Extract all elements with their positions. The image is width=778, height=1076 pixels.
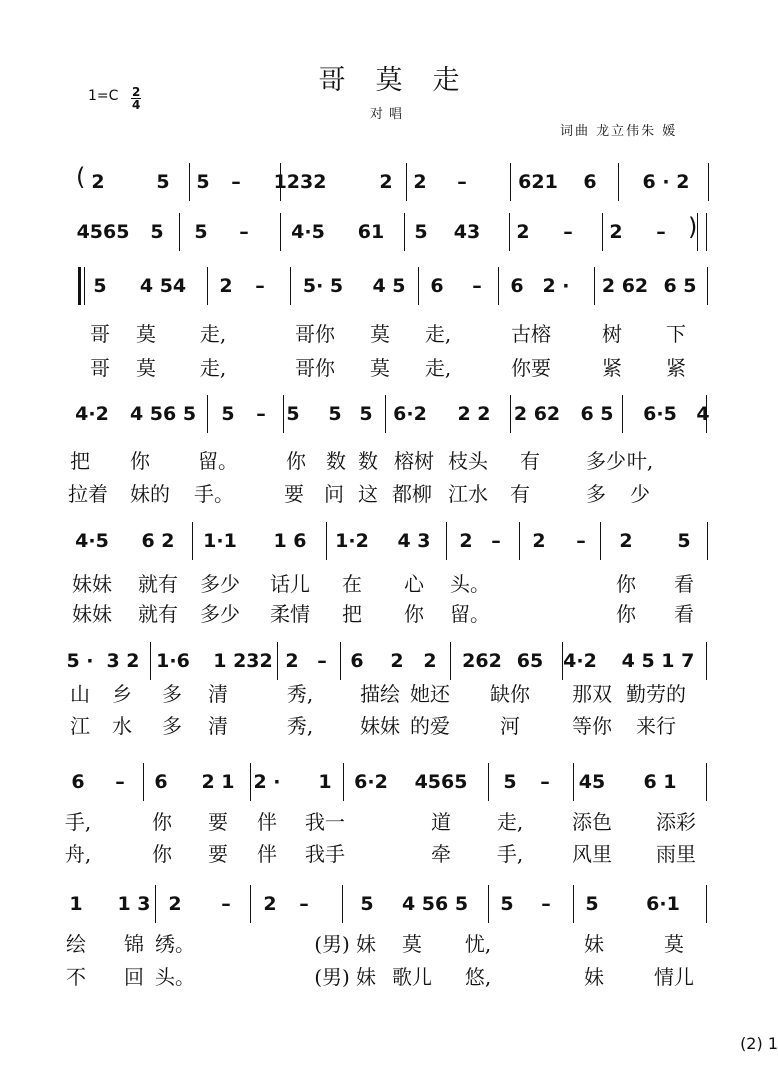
bar-line <box>404 213 405 251</box>
bar-line <box>573 885 574 923</box>
bar-line <box>207 267 208 305</box>
lyric-syllable: 我手 <box>305 842 345 866</box>
bar-line <box>250 763 251 801</box>
note-group: 2 · <box>253 771 281 793</box>
bar-line <box>594 267 595 305</box>
lyric-syllable: 添彩 <box>656 810 696 834</box>
note-group: 5 <box>150 221 164 243</box>
lyric-syllable: 缺你 <box>490 682 530 706</box>
bar-line <box>707 267 708 305</box>
note-group: 4565 <box>76 221 130 243</box>
score-row-2 <box>0 213 778 251</box>
bar-line <box>510 163 511 201</box>
lyric-syllable: 绣。 <box>155 932 195 956</box>
lyric-syllable: 莫 <box>136 356 156 380</box>
note-group: 6 <box>510 275 524 297</box>
lyric-syllable: 你 <box>130 449 150 473</box>
note-group: 4 56 5 <box>401 893 469 915</box>
lyric-syllable: 拉着 <box>68 482 108 506</box>
note-group: 2 1 <box>201 771 235 793</box>
lyric-syllable: 江 <box>70 714 90 738</box>
lyric-syllable: 树 <box>602 322 622 346</box>
note-group: 2 <box>379 171 393 193</box>
bar-line <box>290 267 291 305</box>
lyric-syllable: 清 <box>208 714 228 738</box>
lyric-syllable: (男) <box>314 965 350 989</box>
lyric-syllable: 道 <box>431 810 451 834</box>
lyric-syllable: 情儿 <box>654 965 694 989</box>
lyric-syllable: 你 <box>286 449 306 473</box>
lyrics-4a <box>0 445 778 475</box>
lyric-syllable: 绘 <box>66 932 86 956</box>
lyric-syllable: 头。 <box>155 965 195 989</box>
note-group: 5 <box>286 403 300 425</box>
lyric-syllable: 有 <box>520 449 540 473</box>
note-group: 2 <box>423 650 437 672</box>
lyric-syllable: 古榕 <box>511 322 551 346</box>
note-group: 6·2 <box>393 403 427 425</box>
lyric-syllable: 你 <box>616 602 636 626</box>
bar-line <box>450 642 451 680</box>
lyric-syllable: 莫 <box>370 322 390 346</box>
bar-line <box>707 522 708 560</box>
note-group: 2 2 <box>457 403 491 425</box>
song-subtitle: 对唱 <box>369 107 408 122</box>
bar-line <box>385 395 386 433</box>
lyric-syllable: 乡 <box>112 682 132 706</box>
lyric-syllable: 话儿 <box>270 572 310 596</box>
note-group: 6·1 <box>646 893 680 915</box>
lyrics-6a <box>0 678 778 708</box>
lyric-syllable: 秀, <box>286 682 314 706</box>
note-group: 4 5 1 7 <box>621 650 695 672</box>
note-group: 2 <box>390 650 404 672</box>
note-group: 2 <box>285 650 299 672</box>
note-group: 2 <box>413 171 427 193</box>
note-group: 6 <box>583 171 597 193</box>
lyric-syllable: 妹妹 <box>360 714 400 738</box>
note-group: 1·6 <box>156 650 190 672</box>
lyric-syllable: 走, <box>199 356 227 380</box>
note-group: 5 <box>359 403 373 425</box>
note-group: 6 <box>430 275 444 297</box>
key-signature: 1=C <box>88 88 119 104</box>
lyric-syllable: 叶, <box>626 449 654 473</box>
bar-line <box>189 163 190 201</box>
note-group: 6 5 <box>663 275 697 297</box>
bar-line <box>573 763 574 801</box>
lyric-syllable: 添色 <box>572 810 612 834</box>
lyric-syllable: 莫 <box>370 356 390 380</box>
bar-line <box>602 213 603 251</box>
lyric-syllable: 手, <box>496 842 524 866</box>
lyric-syllable: 把 <box>70 449 90 473</box>
lyric-syllable: 雨里 <box>656 842 696 866</box>
note-group: 262 <box>462 650 502 672</box>
lyrics-5b <box>0 598 778 628</box>
lyric-syllable: 要 <box>208 842 228 866</box>
lyric-syllable: 舟, <box>64 842 92 866</box>
lyric-syllable: 你 <box>404 602 424 626</box>
lyric-syllable: 要 <box>208 810 228 834</box>
bar-line <box>706 642 707 680</box>
lyrics-3a <box>0 318 778 348</box>
bar-line <box>250 885 251 923</box>
bar-line <box>326 522 327 560</box>
lyric-syllable: 莫 <box>402 932 422 956</box>
lyric-syllable: 清 <box>208 682 228 706</box>
lyric-syllable: 妹妹 <box>72 602 112 626</box>
note-group: 2 62 <box>601 275 649 297</box>
score-row-7 <box>0 763 778 801</box>
note-group: 6 1 <box>643 771 677 793</box>
note-group: 5 <box>500 893 514 915</box>
bar-line <box>343 763 344 801</box>
bar-line <box>509 213 510 251</box>
lyric-syllable: 多 <box>162 714 182 738</box>
note-group: 4·2 <box>563 650 597 672</box>
lyric-syllable: 那双 <box>572 682 612 706</box>
score-row-6 <box>0 642 778 680</box>
note-group: 2 <box>219 275 233 297</box>
lyric-syllable: 悠, <box>464 965 492 989</box>
lyrics-8b <box>0 961 778 991</box>
note-group: 45 <box>578 771 606 793</box>
note-group: 4565 <box>414 771 468 793</box>
score-row-4 <box>0 395 778 433</box>
lyric-syllable: 留。 <box>450 602 490 626</box>
note-group: – <box>239 221 249 243</box>
note-group: – <box>317 650 327 672</box>
bar-line <box>562 642 563 680</box>
lyric-syllable: 妹 <box>356 965 376 989</box>
lyric-syllable: 你要 <box>511 356 551 380</box>
note-group: – <box>541 893 551 915</box>
time-signature <box>131 86 141 111</box>
score-row-8 <box>0 885 778 923</box>
lyric-syllable: 在 <box>342 572 362 596</box>
lyric-syllable: 妹 <box>584 965 604 989</box>
lyric-syllable: 紧 <box>666 356 686 380</box>
lyric-syllable: 勤劳的 <box>626 682 686 706</box>
note-group: 6 <box>350 650 364 672</box>
note-group: – <box>256 403 266 425</box>
lyric-syllable: 把 <box>342 602 362 626</box>
lyric-syllable: 榕树 <box>394 449 434 473</box>
lyric-syllable: 不 <box>66 965 86 989</box>
credits: 词曲 龙立伟朱 媛 <box>560 124 678 139</box>
bar-line <box>706 885 707 923</box>
note-group: 2 <box>619 530 633 552</box>
note-group: 2 62 <box>513 403 561 425</box>
lyric-syllable: 要 <box>284 482 304 506</box>
lyric-syllable: 妹妹 <box>72 572 112 596</box>
lyric-syllable: 走, <box>424 322 452 346</box>
score-row-5 <box>0 522 778 560</box>
bar-line <box>277 642 278 680</box>
note-group: 5 <box>503 771 517 793</box>
lyric-syllable: 枝头 <box>448 449 488 473</box>
note-group: 5· 5 <box>302 275 344 297</box>
note-group: 1 3 <box>117 893 151 915</box>
note-group: 6 <box>154 771 168 793</box>
bar-line <box>155 885 156 923</box>
note-group: 4·5 <box>75 530 109 552</box>
note-group: 4·2 <box>75 403 109 425</box>
lyric-syllable: 哥你 <box>295 322 335 346</box>
note-group: 61 <box>357 221 385 243</box>
note-group: – <box>457 171 467 193</box>
lyric-syllable: 妹 <box>356 932 376 956</box>
lyric-syllable: 锦 <box>124 932 144 956</box>
repeat-bar-thin <box>84 267 85 305</box>
note-group: 5 <box>221 403 235 425</box>
lyric-syllable: 哥你 <box>295 356 335 380</box>
bar-line <box>706 395 707 433</box>
note-group: 1·2 <box>335 530 369 552</box>
note-group: – <box>115 771 125 793</box>
bar-line <box>280 213 281 251</box>
lyrics-7b <box>0 838 778 868</box>
lyrics-4b <box>0 478 778 508</box>
song-title: 哥莫走 <box>318 65 490 96</box>
lyrics-3b <box>0 352 778 382</box>
lyric-syllable: 伴 <box>257 810 277 834</box>
lyric-syllable: 看 <box>674 602 694 626</box>
bar-line <box>342 885 343 923</box>
note-group: 43 <box>453 221 481 243</box>
note-group: 4 5 <box>372 275 406 297</box>
note-group: – <box>576 530 586 552</box>
bar-line <box>706 213 707 251</box>
repeat-bar-thick <box>78 267 81 305</box>
lyric-syllable: 等你 <box>572 714 612 738</box>
note-group: 1 <box>318 771 332 793</box>
lyric-syllable: 你 <box>152 842 172 866</box>
lyric-syllable: 来行 <box>636 714 676 738</box>
bar-line <box>622 395 623 433</box>
note-group: 4·5 <box>291 221 325 243</box>
lyric-syllable: 莫 <box>136 322 156 346</box>
lyric-syllable: 的爱 <box>410 714 450 738</box>
note-group: 5 <box>414 221 428 243</box>
lyric-syllable: 秀, <box>286 714 314 738</box>
lyric-syllable: 数 <box>326 449 346 473</box>
bar-line <box>618 163 619 201</box>
note-group: – <box>221 893 231 915</box>
note-group: 5 <box>328 403 342 425</box>
lyric-syllable: 头。 <box>450 572 490 596</box>
note-group: – <box>299 893 309 915</box>
bar-line <box>207 395 208 433</box>
bar-line <box>340 642 341 680</box>
score-row-3 <box>0 267 778 305</box>
lyric-syllable: 风里 <box>572 842 612 866</box>
note-group: – <box>540 771 550 793</box>
lyric-syllable: 莫 <box>664 932 684 956</box>
note-group: 5 <box>677 530 691 552</box>
page-number: (2) 1 <box>740 1034 778 1053</box>
bar-line <box>192 522 193 560</box>
note-group: 2 · <box>542 275 570 297</box>
lyric-syllable: 走, <box>424 356 452 380</box>
lyric-syllable: 问 <box>324 482 344 506</box>
note-group: 2 <box>459 530 473 552</box>
bar-line <box>179 213 180 251</box>
note-group: – <box>491 530 501 552</box>
lyric-syllable: 就有 <box>138 602 178 626</box>
note-group: 1232 <box>273 171 327 193</box>
bar-line <box>510 395 511 433</box>
lyric-syllable: 走, <box>496 810 524 834</box>
note-group: 6 <box>71 771 85 793</box>
lyric-syllable: 心 <box>404 572 424 596</box>
lyric-syllable: 伴 <box>257 842 277 866</box>
note-group: 5 <box>585 893 599 915</box>
note-group: – <box>231 171 241 193</box>
bar-line <box>488 885 489 923</box>
note-group: 6 2 <box>141 530 175 552</box>
bar-line <box>498 267 499 305</box>
lyric-syllable: 描绘 <box>360 682 400 706</box>
bar-line <box>519 522 520 560</box>
note-group: 6 5 <box>580 403 614 425</box>
note-group: 5 · <box>66 650 94 672</box>
lyric-syllable: 你 <box>152 810 172 834</box>
bar-line <box>600 522 601 560</box>
note-group: 5 <box>156 171 170 193</box>
lyric-syllable: 多 <box>162 682 182 706</box>
note-group: 1·1 <box>203 530 237 552</box>
note-group: 1 6 <box>273 530 307 552</box>
bar-line <box>143 763 144 801</box>
lyric-syllable: 多少 <box>200 572 240 596</box>
open-paren: ( <box>76 163 86 191</box>
lyric-syllable: 哥 <box>90 322 110 346</box>
note-group: – <box>472 275 482 297</box>
lyric-syllable: 就有 <box>138 572 178 596</box>
close-paren: ) <box>688 213 698 241</box>
bar-line <box>280 163 281 201</box>
note-group: 2 <box>91 171 105 193</box>
lyric-syllable: 看 <box>674 572 694 596</box>
note-group: 2 <box>516 221 530 243</box>
lyric-syllable: 回 <box>124 965 144 989</box>
lyric-syllable: 这 <box>358 482 378 506</box>
lyric-syllable: 多少 <box>200 602 240 626</box>
note-group: 3 2 <box>106 650 140 672</box>
lyric-syllable: 柔情 <box>270 602 310 626</box>
note-group: – <box>563 221 573 243</box>
bar-line <box>150 642 151 680</box>
bar-line <box>418 267 419 305</box>
lyric-syllable: 紧 <box>602 356 622 380</box>
note-group: 4 3 <box>397 530 431 552</box>
bar-line <box>706 763 707 801</box>
note-group: 6·5 <box>643 403 677 425</box>
note-group: 2 <box>168 893 182 915</box>
time-bottom: 4 <box>132 98 141 112</box>
note-group: 65 <box>516 650 544 672</box>
lyrics-8a <box>0 928 778 958</box>
note-group: 2 <box>532 530 546 552</box>
bar-line <box>708 163 709 201</box>
note-group: 1 <box>69 893 83 915</box>
note-group: 2 <box>609 221 623 243</box>
note-group: 5 <box>196 171 210 193</box>
lyric-syllable: 妹 <box>584 932 604 956</box>
note-group: 4 54 <box>139 275 187 297</box>
note-group: 6 · 2 <box>642 171 690 193</box>
note-group: 2 <box>263 893 277 915</box>
bar-line <box>446 522 447 560</box>
note-group: 4 56 5 <box>129 403 197 425</box>
note-group: 621 <box>518 171 558 193</box>
lyric-syllable: 江水 <box>448 482 488 506</box>
bar-line <box>283 395 284 433</box>
note-group: 1 232 <box>213 650 273 672</box>
lyric-syllable: 留。 <box>198 449 238 473</box>
note-group: 4 <box>696 403 710 425</box>
lyric-syllable: 她还 <box>410 682 450 706</box>
lyric-syllable: 下 <box>666 322 686 346</box>
lyrics-7a <box>0 806 778 836</box>
lyric-syllable: 歌儿 <box>392 965 432 989</box>
lyric-syllable: 水 <box>112 714 132 738</box>
lyric-syllable: 河 <box>500 714 520 738</box>
lyric-syllable: 牵 <box>431 842 451 866</box>
lyric-syllable: 我一 <box>305 810 345 834</box>
note-group: 5 <box>93 275 107 297</box>
lyric-syllable: 妹的 <box>130 482 170 506</box>
bar-line <box>406 163 407 201</box>
note-group: – <box>255 275 265 297</box>
lyric-syllable: 山 <box>70 682 90 706</box>
lyric-syllable: 多 <box>586 482 606 506</box>
lyric-syllable: 都柳 <box>392 482 432 506</box>
lyric-syllable: 你 <box>616 572 636 596</box>
note-group: – <box>656 221 666 243</box>
lyrics-6b <box>0 710 778 740</box>
lyric-syllable: 哥 <box>90 356 110 380</box>
lyric-syllable: (男) <box>314 932 350 956</box>
lyrics-5a <box>0 568 778 598</box>
lyric-syllable: 手。 <box>194 482 234 506</box>
lyric-syllable: 少 <box>630 482 650 506</box>
lyric-syllable: 手, <box>64 810 92 834</box>
time-top: 2 <box>132 85 141 99</box>
note-group: 6·2 <box>354 771 388 793</box>
lyric-syllable: 多少 <box>586 449 626 473</box>
lyric-syllable: 数 <box>358 449 378 473</box>
lyric-syllable: 有 <box>510 482 530 506</box>
bar-line <box>488 763 489 801</box>
score-row-1 <box>0 163 778 201</box>
note-group: 5 <box>194 221 208 243</box>
lyric-syllable: 走, <box>199 322 227 346</box>
lyric-syllable: 忧, <box>464 932 492 956</box>
note-group: 5 <box>360 893 374 915</box>
